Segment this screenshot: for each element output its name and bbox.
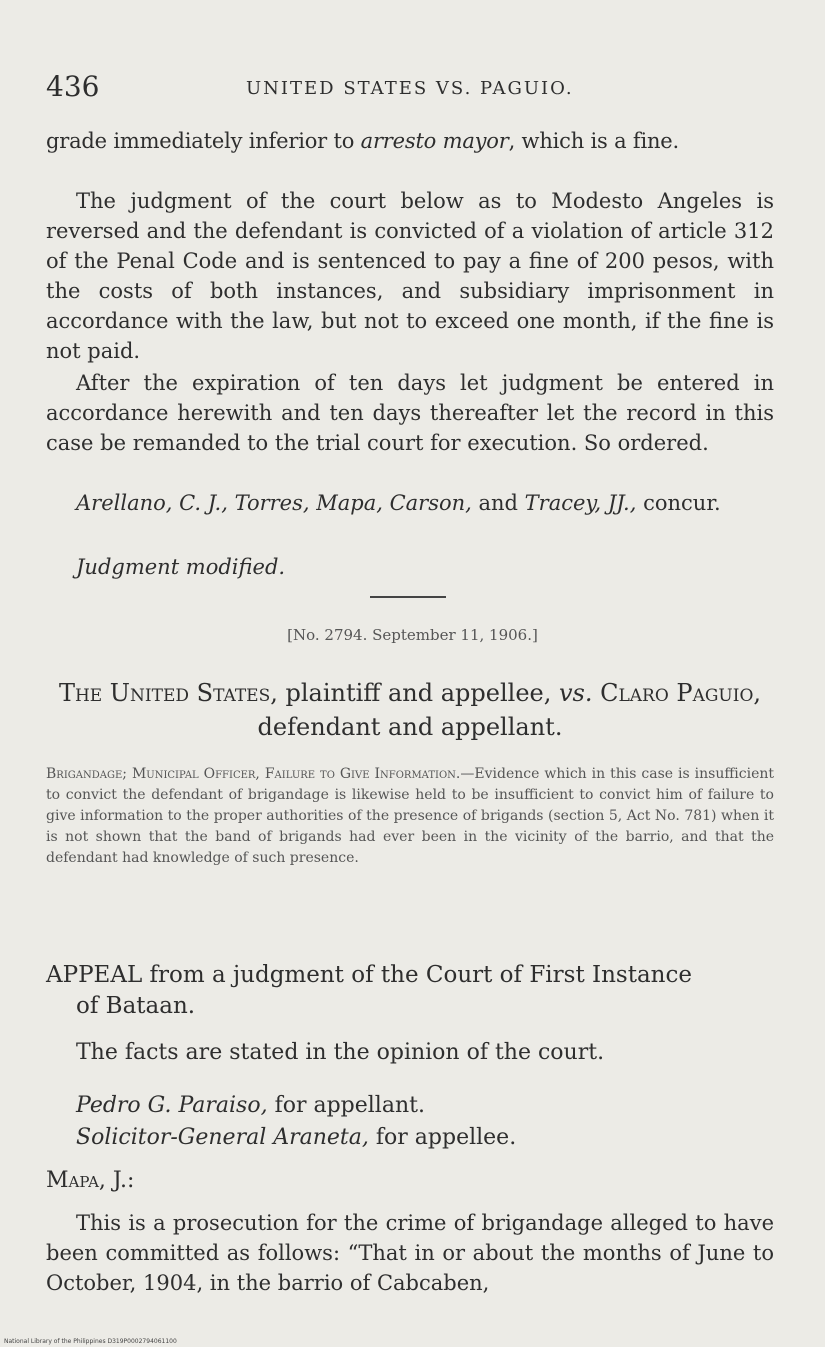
section-divider: [370, 596, 446, 598]
counsel-appellant: Pedro G. Paraiso, for appellant.: [76, 1093, 425, 1118]
docket-line: [No. 2794. September 11, 1906.]: [287, 626, 538, 644]
remand-paragraph: After the expiration of ten days let judgment be entered in accordance herewith and ten days thereafter let the record in this case be remanded to the trial court for execution. So ordered.: [46, 371, 774, 455]
page-header: [46, 70, 771, 106]
disposition: Judgment modified.: [76, 555, 286, 579]
opinion-text: This is a prosecution for the crime of brigandage alleged to have been committed as follows: “That in or about the months of June to October, 1904, in the barrio of Cabcaben,: [46, 1211, 774, 1295]
opinion-author: Mapa, J.:: [46, 1168, 135, 1193]
concurrence-line: Arellano, C. J., Torres, Mapa, Carson, and Tracey, JJ., concur.: [76, 491, 721, 515]
syllabus-body: —Evidence which in this case is insufficient to convict the defendant of brigandage is likewise held to be insufficient to convict him of failure to give information to the proper authorities of the presence of brigands (section 5, Act No. 781) when it is not shown that the band of brigands had ever been in the vicinity of the barrio, and that the defendant had knowledge of such presence.: [46, 766, 774, 866]
counsel-appellee: Solicitor-General Araneta, for appellee.: [76, 1125, 517, 1150]
syllabus: [46, 764, 774, 869]
syllabus-heading: Brigandage; Municipal Officer, Failure to Give Information.: [46, 766, 461, 782]
appeal-statement: APPEAL from a judgment of the Court of First Instance of Bataan.: [46, 962, 692, 1019]
case-title: The United States, plaintiff and appellee, vs. Claro Paguio, defendant and appellant.: [58, 679, 762, 741]
running-head: UNITED STATES VS. PAGUIO.: [246, 78, 574, 99]
judgment-paragraph: The judgment of the court below as to Modesto Angeles is reversed and the defendant is convicted of a violation of article 312 of the Penal Code and is sentenced to pay a fine of 200 pesos, with the costs of both instances, and subsidiary imprisonment in accordance with the law, but not to exceed one month, if the fine is not paid.: [46, 189, 774, 363]
scan-footer: National Library of the Philippines D319P0002794061100: [4, 1338, 177, 1345]
facts-statement: The facts are stated in the opinion of the court.: [76, 1040, 605, 1065]
counsel-list: [76, 1090, 516, 1154]
page-number: 436: [46, 70, 100, 103]
arresto-mayor-term: arresto mayor: [360, 129, 509, 153]
continuation-paragraph-1: grade immediately inferior to arresto mayor, which is a fine.: [46, 129, 680, 153]
